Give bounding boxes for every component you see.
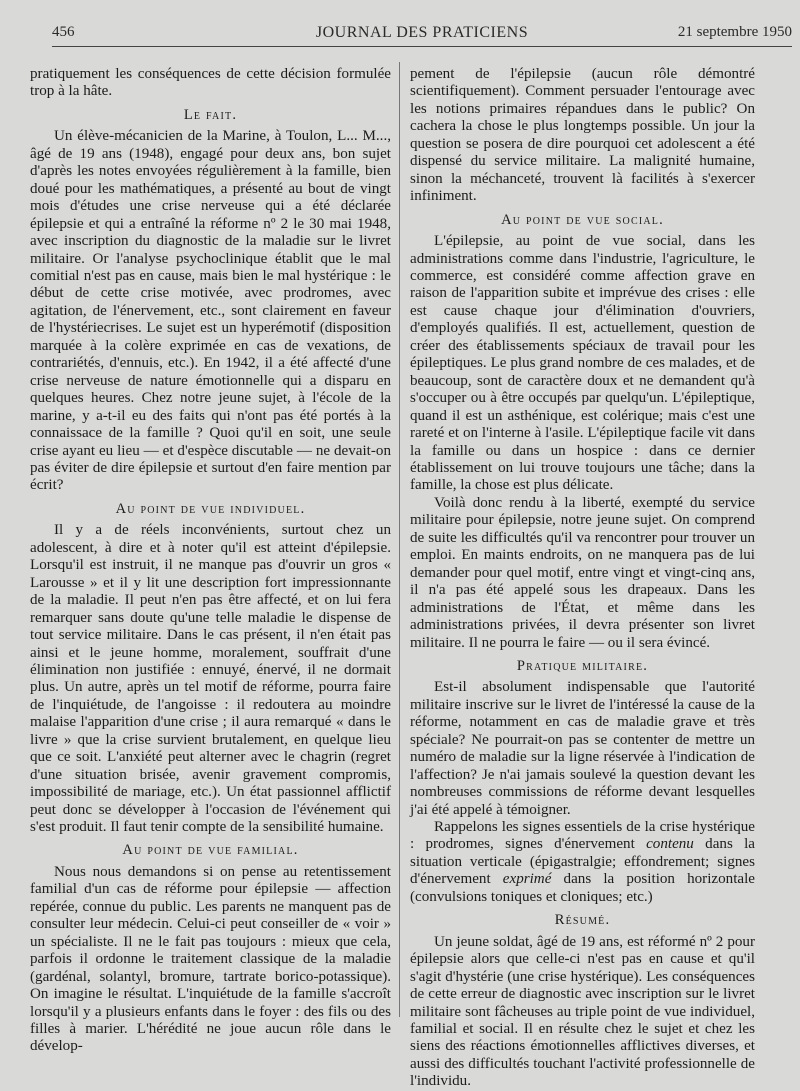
right-column	[410, 66, 755, 1090]
page-header	[52, 22, 792, 47]
paragraph: L'épilepsie, au point de vue social, dans les administrations comme dans l'industrie, l'agriculture, le commerce, est considéré comme affection grave en raison de l'apparition subite et imprévue des crises : elle est cause chaque jour d'élimination d'ouvriers, d'employés qualifiés. Il est, actuellement, question de créer des établissements spéciaux de travail pour les épileptiques. Le plus grand nombre de ces malades, et de beaucoup, sont de caractère doux et ne demandent qu'à s'occuper ou à être occupés par quelqu'un. L'épileptique, quand il est un asthénique, est colérique; mais c'est une rareté et on l'interne à l'asile. L'épileptique facile vit dans la famille ou dans un hospice : dans ce dernier établissement on lui trouve toujours une tâche; dans la famille, la chose est plus délicate.	[410, 233, 755, 494]
paragraph: Un élève-mécanicien de la Marine, à Toulon, L... M..., âgé de 19 ans (1948), engagé pour deux ans, bon sujet d'après les notes envoyées régulièrement à la famille, bien doué pour les mathématiques, a présenté au bout de vingt mois d'études une crise nerveuse qui a été déclarée épilepsie et qui a entraîné la réforme nº 2 le 30 mai 1948, avec inscription du diagnostic de la maladie sur le livret militaire. Or l'analyse psychoclinique établit que le mal comitial n'est pas en cause, mais bien le mal hystérique : le début de cette crise motivée, avec prodromes, avec agitation, de l'énervement, etc., sont clairement en faveur de l'hystériecrises. Le sujet est un hyperémotif (disposition marquée à la colère exprimée en cas de vexations, de contrariétés, d'ennuis, etc.). En 1942, il a été affecté d'une crise nerveuse de nature émotionnelle qui a disparu en quelques heures. Chez notre jeune sujet, à l'école de la marine, y a-t-il eu des faits qui n'ont pas été portés à la connaissace de la famille ? Quoi qu'il en soit, une seule crise ayant eu lieu — et d'espèce discutable — ne devait-on pas éviter de dire épilepsie et surtout d'en faire mention par écrit?	[30, 128, 391, 494]
text-run: Rappelons les signes essentiels de la crise hystérique : prodromes, signes d'énervement	[410, 819, 755, 853]
section-heading-pratique: Pratique militaire.	[516, 657, 649, 674]
left-column	[30, 66, 391, 1055]
page-number: 456	[52, 24, 75, 40]
section-heading-individuel: Au point de vue individuel.	[115, 500, 306, 517]
journal-title: JOURNAL DES PRATICIENS	[315, 24, 529, 41]
paragraph: Il y a de réels inconvénients, surtout chez un adolescent, à dire et à noter qu'il est atteint d'épilepsie. Lorsqu'il est instruit, il ne manque pas d'ouvrir un gros « Larousse » et il y lit une description fort impressionnante de la maladie. Il peut n'en pas être affecté, et on lui fera remarquer sans doute qu'une telle maladie le dispense de tout service militaire. Dans le cas présent, il n'en était pas ainsi et le jeune homme, moralement, souffrait d'une élimination non justifiée : ennuyé, énervé, il ne dormait plus. Un autre, après un tel motif de réforme, pourra faire de l'inquiétude, de l'angoisse : il redoutera au moindre malaise l'apparition d'une crise ; il aura remarqué « dans le livre » que la crise survient brutalement, en quelque lieu que ce soit. L'anxiété peut alterner avec le chagrin (regret d'une situation brisée, avenir gravement compromis, impossibilité de mariage, etc.). Un état passionnel afflictif peut donc se développer à l'occasion de l'événement qui s'est produit. Il faut tenir compte de la sensibilité humaine.	[30, 522, 391, 836]
column-divider	[399, 62, 400, 1017]
section-heading-resume: Résumé.	[554, 912, 611, 929]
section-heading-social: Au point de vue social.	[501, 211, 664, 228]
section-heading-fait: Le fait.	[183, 106, 238, 123]
paragraph: Un jeune soldat, âgé de 19 ans, est réformé nº 2 pour épilepsie alors que celle-ci n'est pas en cause et qu'il s'agit d'hystérie (une crise hystérique). Les conséquences de cette erreur de diagnostic avec inscription sur le livret militaire sont fâcheuses au triple point de vue individuel, familial et social. Il en résulte chez le sujet et chez les siens des réactions émotionnelles afflictives diverses, et aussi des difficultés touchant l'activité professionnelle de l'individu.	[410, 933, 755, 1090]
text-run: dans la situation verticale (épigastralgie; effondrement; signes d'énervement	[410, 836, 755, 888]
paragraph: pratiquement les conséquences de cette décision formulée trop à la hâte.	[30, 66, 391, 100]
paragraph	[410, 819, 755, 906]
paragraph: pement de l'épilepsie (aucun rôle démontré scientifiquement). Comment persuader l'entourage avec les notions primaires répandues dans le public? On cachera la chose le plus longtemps possible. Un jour la question se posera de dire pourquoi cet adolescent a été dispensé du service militaire. La malignité humaine, sinon la méchanceté, trouvent là facilités à s'exercer infiniment.	[410, 66, 755, 205]
issue-date: 21 septembre 1950	[677, 24, 792, 40]
paragraph: Nous nous demandons si on pense au retentissement familial d'un cas de réforme pour épilepsie — affection repérée, connue du public. Les parents ne manquent pas de consulter leur médecin. Celui-ci peut conseiller de « voir » un spécialiste. Il ne le fait pas toujours : mieux que cela, parfois il ordonne le traitement classique de la maladie (gardénal, solantyl, bromure, tartrate borico-potassique). On imagine le résultat. L'inquiétude de la famille s'accroît lorsqu'il y a plusieurs enfants dans le foyer : des fils ou des filles à marier. L'hérédité ne joue aucun rôle dans le dévelop-	[30, 863, 391, 1055]
paragraph: Voilà donc rendu à la liberté, exempté du service militaire pour épilepsie, notre jeune sujet. On comprend de suite les difficultés qu'il va rencontrer pour trouver un emploi. En maints endroits, on ne manquera pas de lui demander pour quel motif, entre vingt et vingt-cinq ans, il n'a pas été appelé sous les drapeaux. Dans les administrations de l'État, et même dans les administrations privées, il devra présenter son livret militaire. Il ne pourra le faire — ou il sera évincé.	[410, 494, 755, 651]
emphasis: exprimé	[502, 871, 552, 888]
emphasis: contenu	[646, 836, 694, 853]
text-run: dans la position horizontale (convulsions toniques et cloniques; etc.)	[410, 871, 755, 905]
section-heading-familial: Au point de vue familial.	[122, 842, 299, 859]
paragraph: Est-il absolument indispensable que l'autorité militaire inscrive sur le livret de l'intéressé la cause de la réforme, notamment en cas de maladie grave et très spéciale? Ne pourrait-on pas se contenter de mettre un numéro de maladie sur la ligne réservée à l'indication de l'affection? Je n'ai jamais soulevé la question devant les nombreuses commissions de réforme devant lesquelles j'ai été appelé à témoigner.	[410, 679, 755, 818]
